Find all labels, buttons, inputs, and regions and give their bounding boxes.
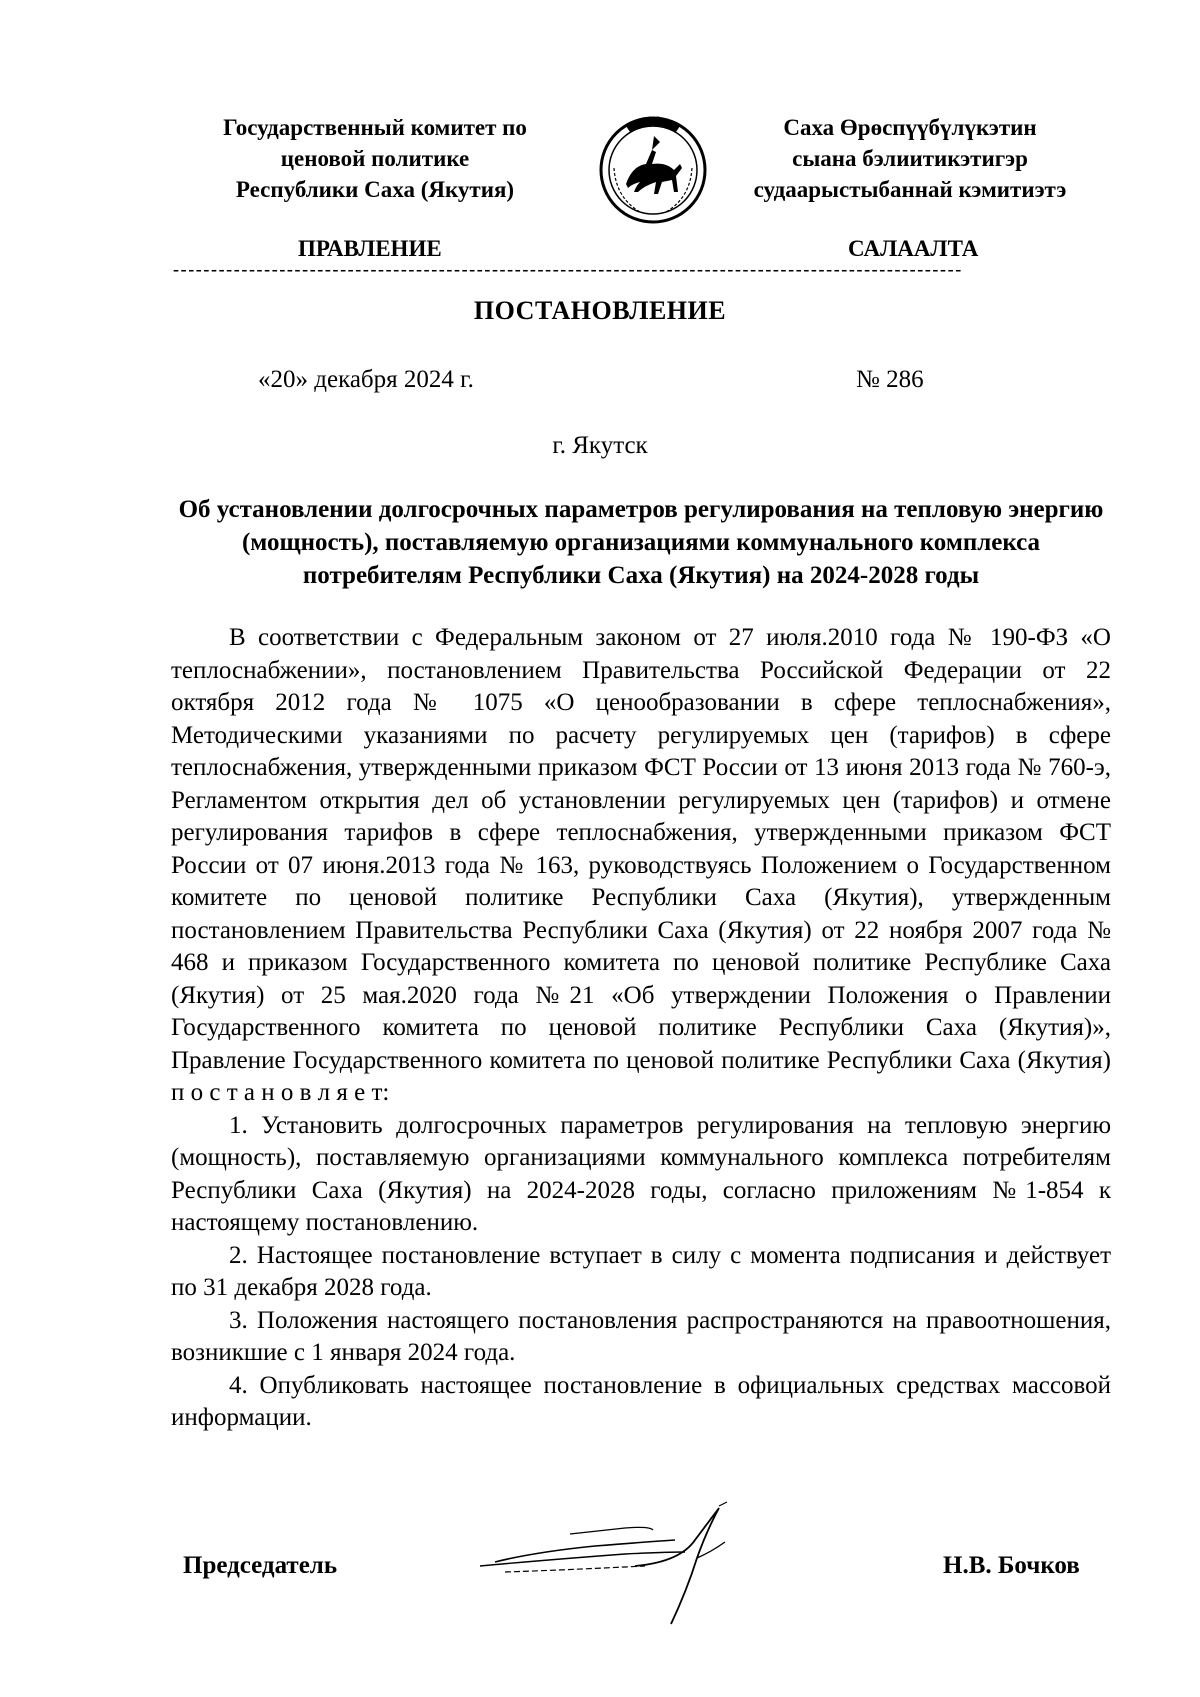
sakha-republic-emblem-icon: [592, 108, 714, 230]
handwritten-signature-icon: [475, 1500, 795, 1630]
document-body: [171, 622, 1111, 1435]
document-number: № 286: [856, 366, 924, 393]
issuer-line: Республики Саха (Якутия): [235, 177, 515, 202]
preamble-paragraph: В соответствии с Федеральным законом от 27 июля.2010 года № 190-ФЗ «О теплоснабжении», постановлением Правительства Российской Федерации от 22 октября 2012 года № 1075 «О ценообразовании в сфере теплоснабжения», Методическими указаниями по расчету регулируемых цен (тарифов) в сфере теплоснабжения, утвержденными приказом ФСТ России от 13 июня 2013 года № 760-э, Регламентом открытия дел об установлении регулируемых цен (тарифов) и отмене регулирования тарифов в сфере теплоснабжения, утвержденными приказом ФСТ России от 07 июня.2013 года № 163, руководствуясь Положением о Государственном комитете по ценовой политике Республики Саха (Якутия), утвержденным постановлением Правительства Республики Саха (Якутия) от 22 ноября 2007 года № 468 и приказом Государственного комитета по ценовой политике Республике Саха (Якутия) от 25 мая.2020 года №21 «Об утверждении Положения о Правлении Государственного комитета по ценовой политике Республики Саха (Якутия)», Правление Государственного комитета по ценовой политике Республики Саха (Якутия) п о с т а н о в л я е т:: [171, 624, 1111, 1106]
issuer-line: ценовой политике: [280, 146, 470, 171]
document-city: г. Якутск: [552, 432, 648, 459]
document-subject: Об установлении долгосрочных параметров регулирования на тепловую энергию (мощность), поставляемую организациями коммунального комплекса потребителям Республики Саха (Якутия) на 2024-2028 годы: [178, 496, 1104, 589]
issuer-line: сыана бэлиитикэтигэр: [792, 146, 1028, 171]
resolution-item: 1. Установить долгосрочных параметров регулирования на тепловую энергию (мощность), поставляемую организациями коммунального комплекса потребителям Республики Саха (Якутия) на 2024-2028 годы, согласно приложениям №1-854 к настоящему постановлению.: [171, 1111, 1111, 1236]
board-label-russian: ПРАВЛЕНИЕ: [298, 236, 442, 261]
issuer-line: Государственный комитет по: [223, 115, 527, 140]
issuer-line: Саха Өрөспүүбүлүкэтин: [783, 115, 1037, 140]
resolution-item: 4. Опубликовать настоящее постановление в официальных средствах массовой информации.: [171, 1371, 1111, 1431]
issuer-name-russian: [175, 112, 575, 205]
board-label-yakut: САЛААЛТА: [848, 236, 979, 261]
resolution-item: 3. Положения настоящего постановления распространяются на правоотношения, возникшие с 1 января 2024 года.: [171, 1306, 1111, 1366]
signatory-name: Н.В. Бочков: [943, 1552, 1080, 1579]
document-type: ПОСТАНОВЛЕНИЕ: [473, 296, 727, 325]
issuer-name-yakut: [720, 112, 1100, 205]
signatory-role: Председатель: [183, 1552, 338, 1579]
resolution-item: 2. Настоящее постановление вступает в силу с момента подписания и действует по 31 декабря 2028 года.: [171, 1241, 1111, 1301]
issuer-line: судаарыстыбаннай кэмитиэтэ: [753, 177, 1067, 202]
document-date: «20» декабря 2024 г.: [258, 366, 474, 393]
header-separator: --------------------------------------------------------------------------------------------------------: [173, 262, 963, 276]
